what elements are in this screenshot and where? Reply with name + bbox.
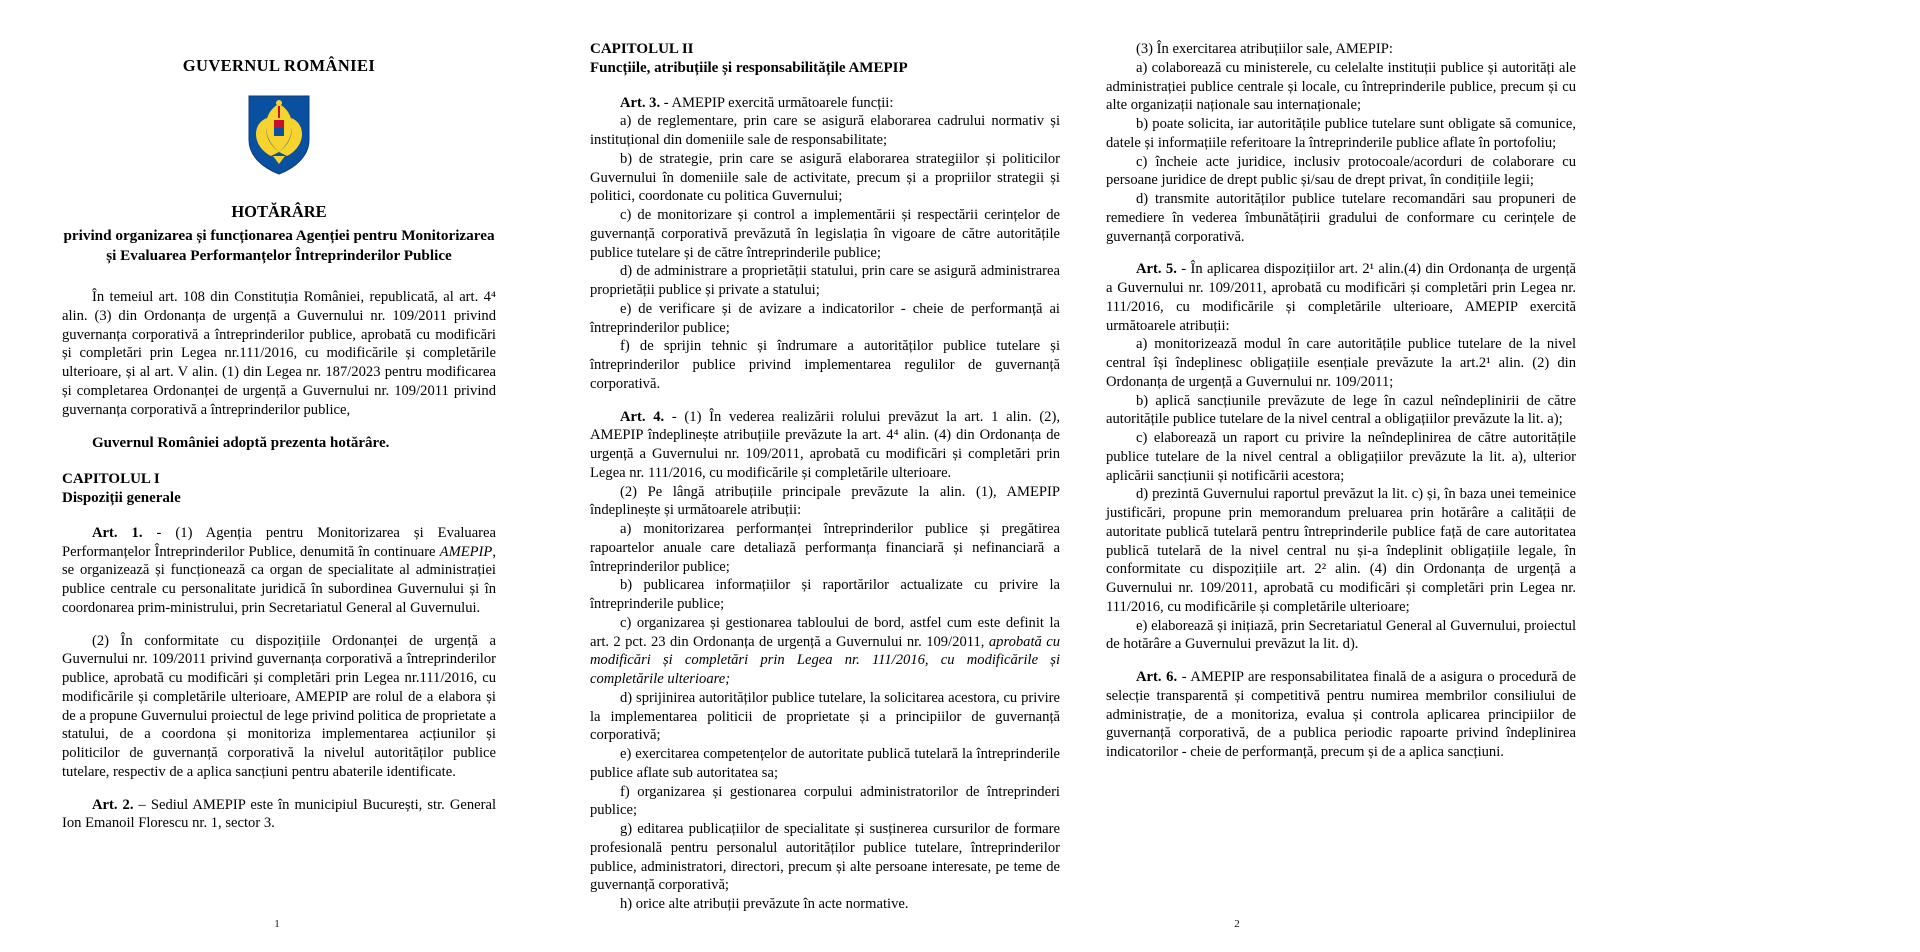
- article-5-paragraph: [1106, 260, 1576, 335]
- article-5-item-c: c) elaborează un raport cu privire la neîndeplinirea de către autoritățile publice tutelare de la nivel central a obligațiilor prevăzute la lit. a), ulterior aplicării sancțiunii și notificării acestora;: [1106, 430, 1576, 484]
- article-4-item-h: h) orice alte atribuții prevăzute în acte normative.: [620, 896, 909, 912]
- article-4-item-d: d) sprijinirea autorităților publice tutelare, la solicitarea acestora, cu privire la implementarea politicii de proprietate și a principiilor de guvernanță corporativă;: [590, 689, 1060, 744]
- article-4-item-a: a) monitorizarea performanței întreprinderilor publice și pregătirea rapoartelor anuale care detaliază performanța financiară și nefinanciară a întreprinderilor publice;: [590, 521, 1060, 575]
- article-4-item-b: b) publicarea informațiilor și raportărilor actualizate cu privire la întreprinderile publice;: [590, 577, 1060, 612]
- document-subtitle-line-2: și Evaluarea Performanțelor Întreprinderilor Publice: [106, 247, 452, 265]
- preamble-paragraph: În temeiul art. 108 din Constituția României, republicată, al art. 4⁴ alin. (3) din Ordonanța de urgență a Guvernului nr. 109/2011 privind guvernanța corporativă a întreprinderilor publice, aprobată cu modificări și completări prin Legea nr.111/2016, cu modificările și completările ulterioare, și al art. V alin. (1) din Legea nr. 187/2023 pentru modificarea și completarea Ordonanței de urgență a Guvernului nr. 109/2011 privind guvernanța corporativă a întreprinderilor publice,: [62, 289, 496, 418]
- page-2: [554, 0, 1920, 952]
- chapter-2-heading: [590, 40, 1060, 78]
- page-1: [0, 0, 554, 952]
- article-1-text-a: - (1) Agenția pentru Monitorizarea și Evaluarea Performanțelor Întreprinderilor Publice, denumită în continuare: [62, 524, 496, 560]
- article-6-text: - AMEPIP are responsabilitatea finală de a asigura o procedură de selecție transparentă și competitivă pentru numirea membrilor consiliului de administrație, de a monitoriza, evalua și controla aplicarea principiilor de guvernanță corporativă, de a publica periodic rapoarte privind îndeplinirea indicatorilor - cheie de performanță, precum și de a aplica sancțiuni.: [1106, 669, 1576, 760]
- chapter-2-subtitle: Funcțiile, atribuțiile și responsabilitățile AMEPIP: [590, 59, 908, 76]
- article-1-text-b: , se organizează și funcționează ca organ de specialitate al administrației publice centrale cu personalitate juridică în subordinea Guvernului și în coordonarea prim-ministrului, prin Secretariatul General al Guvernului.: [62, 543, 496, 616]
- article-4-item-e: e) exercitarea competențelor de autoritate publică tutelară la întreprinderile publice aflate sub autoritatea sa;: [590, 746, 1060, 781]
- page-title: GUVERNUL ROMÂNIEI: [182, 56, 376, 75]
- article-4-p3-item-b: b) poate solicita, iar autoritățile publice tutelare sunt obligate să comunice, datele și informațiile referitoare la întreprinderile publice aflate în portofoliu;: [1106, 116, 1576, 151]
- article-1-paragraph-2: (2) În conformitate cu dispozițiile Ordonanței de urgență a Guvernului nr. 109/2011 privind guvernanța corporativă a întreprinderilor publice, aprobată cu modificări și completări prin Legea nr.111/2016, cu modificările și completările ulterioare, AMEPIP are rolul de a elabora și de a propune Guvernului proiectul de lege privind politica de proprietate a statului, de a coordona și monitoriza implementarea acțiunilor și politicilor de guvernanță corporativă la nivelul autorităților publice tutelare, respectiv de a aplica sancțiuni pentru abaterile identificate.: [62, 632, 497, 780]
- page-number-1: 1: [274, 918, 280, 930]
- page-number-2: 2: [1234, 918, 1240, 930]
- article-4-text: - (1) În vederea realizării rolului prevăzut la art. 1 alin. (2), AMEPIP îndeplinește atribuțiile prevăzute la art. 4⁴ alin. (4) din Ordonanța de urgență a Guvernului nr. 109/2011, aprobată cu modificări și completări prin Legea nr. 111/2016, cu modificările și completările ulterioare.: [590, 408, 1060, 481]
- document-kind: HOTĂRÂRE: [231, 202, 327, 221]
- chapter-1-title: CAPITOLUL I: [62, 471, 160, 488]
- article-3-item-d: d) de administrare a proprietății statului, prin care se asigură administrarea proprietății publice și private a statului;: [590, 263, 1060, 298]
- chapter-1-subtitle: Dispoziții generale: [62, 490, 181, 507]
- article-4-paragraph-2: (2) Pe lângă atribuțiile principale prevăzute la alin. (1), AMEPIP îndeplinește și următoarele atribuții:: [590, 483, 1060, 519]
- article-3-item-e: e) de verificare și de avizare a indicatorilor - cheie de performanță ai întreprinderilor publice;: [590, 300, 1060, 336]
- article-6-paragraph: [1106, 668, 1576, 762]
- article-2-paragraph: [62, 796, 496, 834]
- chapter-1-heading: [62, 470, 496, 508]
- page-2-columns: [554, 40, 1864, 914]
- article-4-p3-item-c: c) încheie acte juridice, inclusiv protocoale/acorduri de colaborare cu persoane juridice de drept public și/sau de drept privat, în condițiile legii;: [1106, 153, 1576, 189]
- document-subtitle-line-1: privind organizarea și funcționarea Agenției pentru Monitorizarea: [63, 227, 495, 244]
- article-4-item-f: f) organizarea și gestionarea corpului administratorilor de întreprinderi publice;: [590, 783, 1060, 819]
- article-6-label: Art. 6.: [1136, 669, 1178, 685]
- romania-coat-of-arms-icon: [247, 94, 311, 176]
- article-3-label: Art. 3.: [620, 94, 661, 111]
- amepip-abbrev: AMEPIP: [439, 543, 493, 560]
- adoption-statement: Guvernul României adoptă prezenta hotărâre.: [92, 435, 390, 452]
- article-5-item-d: d) prezintă Guvernului raportul prevăzut la lit. c) și, în baza unei temeinice justificări, propune prin memorandum preluarea prin hotărâre a calității de autoritate publică tutelară pentru întreprinderile publice față de care autoritatea publică tutelară de la nivel central nu și-a îndeplinit obligațiile legale, în conformitate cu dispozițiile art. 2² alin. (4) din Ordonanța de urgență a Guvernului nr. 109/2011, aprobată cu modificări și completări prin Legea nr. 111/2016, cu modificările și completările ulterioare;: [1106, 486, 1576, 615]
- document-subtitle: [62, 226, 496, 266]
- article-4-item-c-citation: aprobată cu modificări și completări prin Legea nr. 111/2016, cu modificările și completările ulterioare;: [590, 633, 1061, 687]
- article-4-paragraph-1: [590, 408, 1060, 483]
- article-3-item-c: c) de monitorizare și control a implementării și respectării cerințelor de guvernanță corporativă prevăzută în legislația în vigoare de către autoritățile publice tutelare și de către întreprinderile publice;: [590, 207, 1060, 261]
- article-4-item-c-text: c) organizarea și gestionarea tabloului de bord, astfel cum este definit la art. 2 pct. 23 din Ordonanța de urgență a Guvernului nr. 109/2011,: [590, 614, 1060, 650]
- article-4-p3-item-d: d) transmite autorităților publice tutelare recomandări sau propuneri de remediere în vederea îmbunătățirii gradului de conformare cu cerințele de guvernanță corporativă.: [1106, 191, 1576, 245]
- article-5-item-a: a) monitorizează modul în care autoritățile publice tutelare de la nivel central își îndeplinesc obligațiile esențiale prevăzute la art.2¹ alin. (2) din Ordonanța de urgență a Guvernului nr. 109/2011;: [1106, 336, 1576, 390]
- article-2-label: Art. 2.: [92, 796, 134, 813]
- article-5-text: - În aplicarea dispozițiilor art. 2¹ alin.(4) din Ordonanța de urgență a Guvernului nr. 109/2011, aprobată cu modificări și completări prin Legea nr. 111/2016, cu modificările și completările ulterioare, AMEPIP exercită următoarele atribuții:: [1106, 261, 1576, 334]
- article-3-paragraph: [590, 94, 1060, 113]
- article-4-label: Art. 4.: [620, 408, 665, 425]
- article-3-item-f: f) de sprijin tehnic și îndrumare a autorităților publice tutelare și întreprinderilor publice privind implementarea regulilor de guvernanță corporativă.: [590, 338, 1060, 392]
- article-1-label: Art. 1.: [92, 524, 143, 541]
- article-5-item-b: b) aplică sancțiunile prevăzute de lege în cazul neîndeplinirii de către autoritățile publice tutelare de la nivel central a obligațiilor prevăzute la lit. a);: [1106, 392, 1576, 428]
- article-5-item-e: e) elaborează și inițiază, prin Secretariatul General al Guvernului, proiectul de hotărâre a Guvernului prevăzut la lit. d).: [1106, 617, 1576, 653]
- article-3-text: - AMEPIP exercită următoarele funcții:: [660, 94, 894, 111]
- page-2-column-left: [590, 40, 1060, 914]
- article-4-item-g: g) editarea publicațiilor de specialitate și susținerea cursurilor de formare profesională pentru personalul autorităților publice tutelare, întreprinderilor publice, administratori, directori, precum și alte persoane interesate, pe teme de guvernanță corporativă;: [590, 821, 1060, 894]
- article-3-item-b: b) de strategie, prin care se asigură elaborarea strategiilor și politicilor Guvernului în domeniile sale de activitate, precum și a propriilor strategii și politici, coordonate cu politica Guvernului;: [590, 150, 1060, 205]
- chapter-2-title: CAPITOLUL II: [590, 41, 694, 57]
- article-4-item-c: [590, 614, 1060, 689]
- page-2-column-right: [1106, 40, 1576, 914]
- article-5-label: Art. 5.: [1136, 261, 1177, 278]
- article-4-paragraph-3: (3) În exercitarea atribuțiilor sale, AMEPIP:: [1136, 41, 1393, 57]
- article-3-item-a: a) de reglementare, prin care se asigură elaborarea cadrului normativ și instituțional din domeniile sale de responsabilitate;: [590, 113, 1060, 148]
- article-4-p3-item-a: a) colaborează cu ministerele, cu celelalte instituții publice și autorități ale administrației publice centrale și locale, cu întreprinderile publice, precum și cu alte organizații naționale sau internaționale;: [1106, 59, 1576, 114]
- article-1-paragraph-1: [62, 524, 496, 618]
- article-2-text: – Sediul AMEPIP este în municipiul București, str. General Ion Emanoil Florescu nr. 1, sector 3.: [62, 796, 496, 832]
